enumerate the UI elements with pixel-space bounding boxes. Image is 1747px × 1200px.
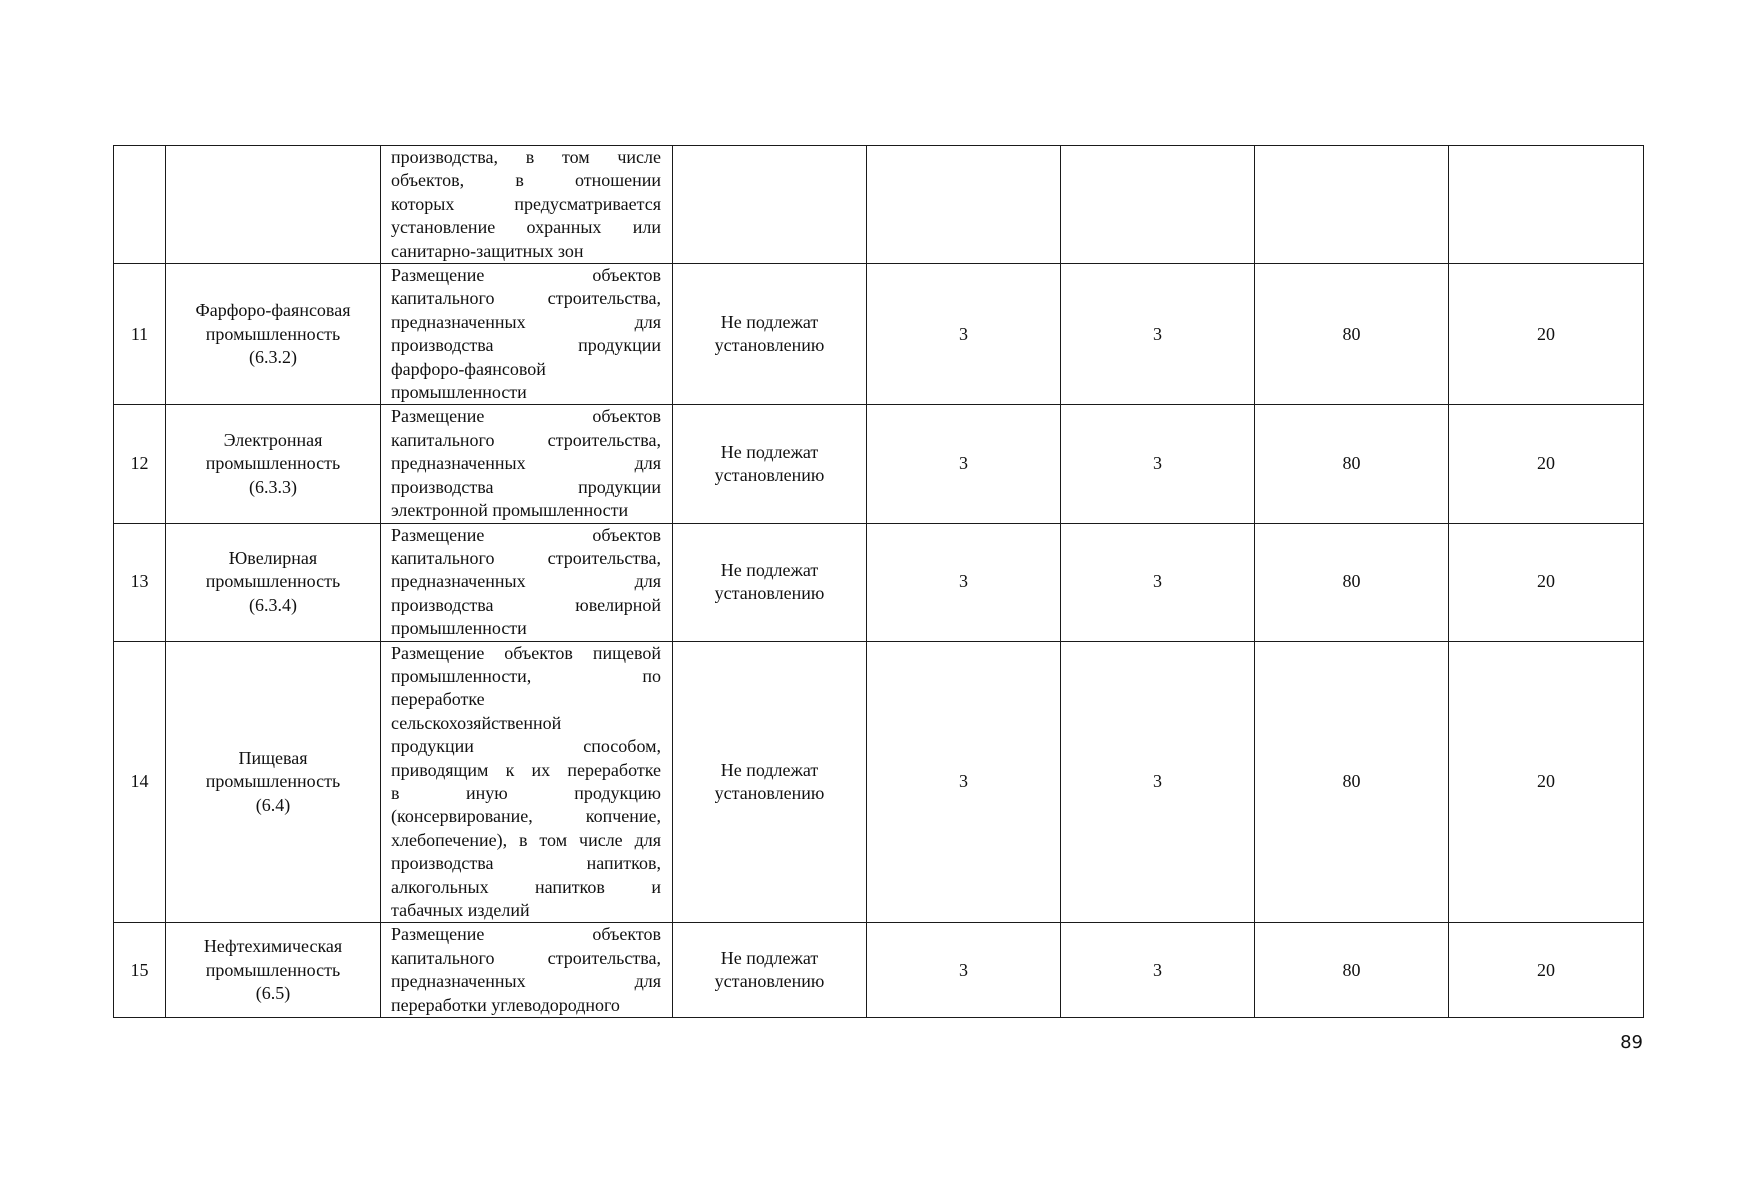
use-description-cell-line: производства, в том числе bbox=[391, 147, 661, 167]
use-description-cell-line: капитального строительства, bbox=[391, 947, 661, 968]
value-cell-2: 3 bbox=[1061, 923, 1255, 1018]
use-description-cell-line: табачных изделий bbox=[391, 900, 530, 920]
use-description-cell-line: санитарно-защитных зон bbox=[391, 240, 584, 261]
limit-cell-line: установлению bbox=[714, 335, 825, 356]
row-number-cell: 13 bbox=[114, 523, 166, 641]
use-description-cell-line: Размещение объектов bbox=[391, 924, 661, 945]
value-cell-4: 20 bbox=[1449, 523, 1644, 641]
use-type-name-cell-line: Пищевая bbox=[238, 747, 308, 768]
use-type-name-cell-line: Фарфоро-фаянсовая bbox=[195, 300, 351, 321]
use-description-cell-line: хлебопечение), в том числе для bbox=[391, 829, 661, 850]
use-type-name-cell bbox=[166, 641, 381, 923]
use-description-cell-line: фарфоро-фаянсовой bbox=[391, 358, 546, 379]
table-row bbox=[114, 264, 1644, 405]
use-type-name-cell-line: Нефтехимическая bbox=[203, 936, 343, 957]
use-description-cell-line: промышленности bbox=[391, 618, 527, 639]
value-cell-1: 3 bbox=[867, 923, 1061, 1018]
use-type-name-cell bbox=[166, 923, 381, 1018]
use-description-cell-line: Размещение объектов bbox=[391, 406, 661, 427]
use-description-cell-line: капитального строительства, bbox=[391, 429, 661, 450]
use-type-name-cell-line: (6.3.2) bbox=[249, 346, 297, 367]
value-cell-4: 20 bbox=[1449, 264, 1644, 405]
limit-cell-line: установлению bbox=[714, 782, 825, 803]
value-cell-1 bbox=[867, 146, 1061, 264]
use-type-name-cell-line: промышленность bbox=[205, 959, 341, 980]
use-description-cell-line: предназначенных для bbox=[391, 453, 661, 474]
use-type-name-cell bbox=[166, 264, 381, 405]
value-cell-3 bbox=[1255, 146, 1449, 264]
use-type-name-cell bbox=[166, 146, 381, 264]
value-cell-1: 3 bbox=[867, 405, 1061, 523]
use-type-name-cell bbox=[166, 523, 381, 641]
use-description-cell-line: которых предусматривается bbox=[391, 193, 661, 214]
value-cell-3: 80 bbox=[1255, 264, 1449, 405]
use-description-cell-line: продукции способом, bbox=[391, 736, 661, 757]
table-row bbox=[114, 523, 1644, 641]
value-cell-2: 3 bbox=[1061, 523, 1255, 641]
use-description-cell bbox=[381, 146, 673, 264]
use-description-cell-line: капитального строительства, bbox=[391, 547, 661, 568]
limit-cell-line: Не подлежат bbox=[720, 311, 819, 332]
use-type-name-cell-line: (6.3.3) bbox=[249, 476, 297, 497]
use-type-name-cell-line: (6.3.4) bbox=[249, 594, 297, 615]
page-number: 89 bbox=[1620, 1032, 1643, 1053]
table-body bbox=[114, 146, 1644, 1018]
use-description-cell-line: в иную продукцию bbox=[391, 782, 661, 803]
row-number-cell: 11 bbox=[114, 264, 166, 405]
use-description-cell-line: переработки углеводородного bbox=[391, 994, 620, 1015]
value-cell-2: 3 bbox=[1061, 264, 1255, 405]
value-cell-2 bbox=[1061, 146, 1255, 264]
use-description-cell-line: переработке bbox=[391, 689, 485, 710]
use-description-cell-line: приводящим к их переработке bbox=[391, 759, 661, 780]
use-description-cell-line: сельскохозяйственной bbox=[391, 712, 562, 733]
use-description-cell-line: промышленности, по bbox=[391, 665, 661, 686]
use-description-cell bbox=[381, 523, 673, 641]
limit-cell-line: Не подлежат bbox=[720, 759, 819, 780]
use-type-name-cell bbox=[166, 405, 381, 523]
value-cell-3: 80 bbox=[1255, 405, 1449, 523]
use-description-cell bbox=[381, 264, 673, 405]
use-description-cell-line: Размещение объектов bbox=[391, 265, 661, 286]
use-description-cell-line: электронной промышленности bbox=[391, 500, 629, 521]
value-cell-1: 3 bbox=[867, 523, 1061, 641]
row-number-cell: 14 bbox=[114, 641, 166, 923]
use-description-cell bbox=[381, 923, 673, 1018]
limit-cell bbox=[673, 146, 867, 264]
value-cell-4: 20 bbox=[1449, 923, 1644, 1018]
limit-cell-line: Не подлежат bbox=[720, 441, 819, 462]
use-type-name-cell-line: промышленность bbox=[205, 453, 341, 474]
limit-cell-line: Не подлежат bbox=[720, 947, 819, 968]
use-type-name-cell-line: промышленность bbox=[205, 571, 341, 592]
use-description-cell-line: капитального строительства, bbox=[391, 288, 661, 309]
limit-cell-line: установлению bbox=[714, 464, 825, 485]
use-description-cell-line: предназначенных для bbox=[391, 571, 661, 592]
table-row bbox=[114, 146, 1644, 264]
use-description-cell bbox=[381, 641, 673, 923]
use-type-name-cell-line: Электронная bbox=[223, 429, 323, 450]
use-description-cell-line: (консервирование, копчение, bbox=[391, 806, 661, 827]
use-type-name-cell-line: промышленность bbox=[205, 323, 341, 344]
zoning-regulations-table bbox=[113, 145, 1644, 1018]
use-description-cell-line: объектов, в отношении bbox=[391, 170, 661, 191]
use-type-name-cell-line: Ювелирная bbox=[228, 547, 318, 568]
limit-cell-line: Не подлежат bbox=[720, 559, 819, 580]
use-description-cell-line: производства напитков, bbox=[391, 853, 661, 874]
limit-cell bbox=[673, 264, 867, 405]
use-description-cell-line: производства ювелирной bbox=[391, 594, 661, 615]
use-description-cell-line: алкогольных напитков и bbox=[391, 876, 661, 897]
value-cell-4: 20 bbox=[1449, 405, 1644, 523]
use-description-cell-line: Размещение объектов bbox=[391, 524, 661, 545]
value-cell-2: 3 bbox=[1061, 641, 1255, 923]
row-number-cell bbox=[114, 146, 166, 264]
value-cell-1: 3 bbox=[867, 264, 1061, 405]
limit-cell bbox=[673, 641, 867, 923]
use-type-name-cell-line: (6.4) bbox=[255, 794, 291, 815]
value-cell-4: 20 bbox=[1449, 641, 1644, 923]
value-cell-1: 3 bbox=[867, 641, 1061, 923]
value-cell-3: 80 bbox=[1255, 923, 1449, 1018]
use-description-cell-line: установление охранных или bbox=[391, 217, 661, 238]
use-type-name-cell-line: (6.5) bbox=[255, 982, 291, 1003]
use-description-cell-line: Размещение объектов пищевой bbox=[391, 642, 661, 663]
use-description-cell-line: производства продукции bbox=[391, 335, 661, 356]
limit-cell-line: установлению bbox=[714, 971, 825, 992]
table-row bbox=[114, 641, 1644, 923]
use-description-cell bbox=[381, 405, 673, 523]
use-description-cell-line: предназначенных для bbox=[391, 311, 661, 332]
value-cell-3: 80 bbox=[1255, 641, 1449, 923]
row-number-cell: 12 bbox=[114, 405, 166, 523]
limit-cell-line: установлению bbox=[714, 583, 825, 604]
row-number-cell: 15 bbox=[114, 923, 166, 1018]
use-description-cell-line: предназначенных для bbox=[391, 971, 661, 992]
value-cell-3: 80 bbox=[1255, 523, 1449, 641]
limit-cell bbox=[673, 405, 867, 523]
use-type-name-cell-line: промышленность bbox=[205, 771, 341, 792]
table-row bbox=[114, 405, 1644, 523]
use-description-cell-line: производства продукции bbox=[391, 476, 661, 497]
use-description-cell-line: промышленности bbox=[391, 382, 527, 403]
limit-cell bbox=[673, 923, 867, 1018]
value-cell-2: 3 bbox=[1061, 405, 1255, 523]
table-row bbox=[114, 923, 1644, 1018]
value-cell-4 bbox=[1449, 146, 1644, 264]
limit-cell bbox=[673, 523, 867, 641]
